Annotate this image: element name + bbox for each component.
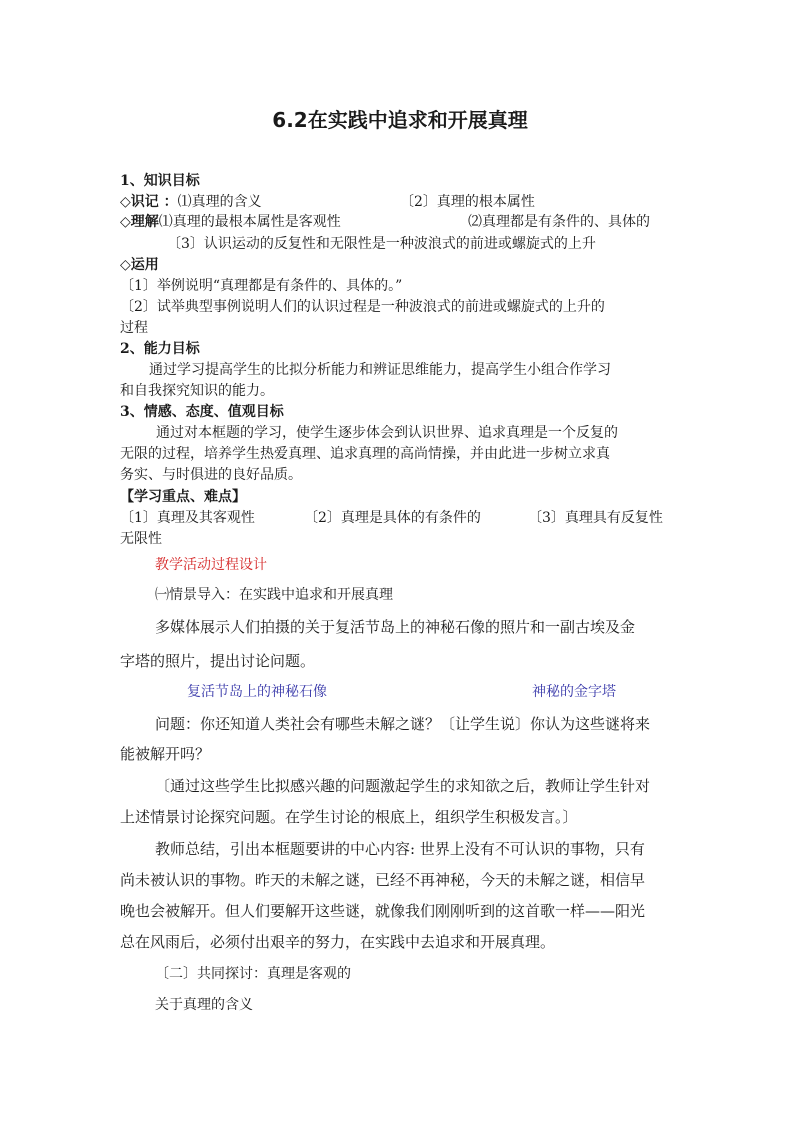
key-point-2: 〔2〕真理是具体的有条件的	[304, 510, 481, 526]
paragraph-1-line-1: 多媒体展示人们拍摄的关于复活节岛上的神秘石像的照片和一副古埃及金	[155, 618, 636, 636]
paragraph-2-line-1: 〔通过这些学生比拟感兴趣的问题激起学生的求知欲之后，教师让学生针对	[155, 777, 651, 795]
key-points-heading: 【学习重点、难点】	[120, 489, 246, 505]
apply-item-1: 〔1〕举例说明“真理都是有条件的、具体的。”	[120, 278, 403, 294]
ability-line-1: 通过学习提高学生的比拟分析能力和辨证思维能力，提高学生小组合作学习	[149, 362, 611, 378]
memo-item-1: ⑴真理的含义	[177, 194, 262, 210]
memo-item-2: 〔2〕真理的根本属性	[400, 194, 535, 210]
page-title: 6.2在实践中追求和开展真理	[272, 108, 528, 132]
understand-row	[120, 211, 341, 233]
apply-label: ◇运用	[120, 257, 159, 273]
understand-item-1: ⑴真理的最根本属性是客观性	[158, 214, 341, 230]
paragraph-2-line-2: 上述情景讨论探究问题。在学生讨论的根底上，组织学生积极发言。〕	[120, 808, 578, 826]
paragraph-1-line-2: 字塔的照片，提出讨论问题。	[120, 652, 316, 670]
emotion-line-1: 通过对本框题的学习，使学生逐步体会到认识世界、追求真理是一个反复的	[156, 425, 618, 441]
key-point-3-continued: 无限性	[120, 531, 162, 547]
caption-easter-island: 复活节岛上的神秘石像	[187, 684, 327, 700]
memo-label: ◇识记 ：	[120, 194, 178, 210]
section-2-title: 〔二〕共同探讨：真理是客观的	[155, 966, 351, 982]
memo-row	[120, 191, 262, 213]
emotion-line-2: 无限的过程，培养学生热爱真理、追求真理的高尚情操，并由此进一步树立求真	[120, 446, 610, 462]
question-line-1: 问题：你还知道人类社会有哪些未解之谜？〔让学生说〕你认为这些谜将来	[155, 715, 651, 733]
section-1-title: ㈠情景导入：在实践中追求和开展真理	[155, 587, 393, 603]
key-point-3: 〔3〕真理具有反复性	[528, 510, 663, 526]
section-heading-knowledge: 1、知识目标	[120, 173, 200, 189]
caption-pyramid: 神秘的金字塔	[532, 684, 616, 700]
section-heading-emotion: 3、情感、态度、值观目标	[120, 404, 284, 420]
ability-line-2: 和自我探究知识的能力。	[120, 383, 274, 399]
apply-item-2-line-2: 过程	[120, 320, 148, 336]
paragraph-3-line-1: 教师总结，引出本框题要讲的中心内容: 世界上没有不可认识的事物，只有	[155, 840, 645, 858]
question-line-2: 能被解开吗？	[120, 745, 211, 763]
design-heading: 教学活动过程设计	[155, 557, 267, 573]
section-2-subtitle: 关于真理的含义	[155, 997, 253, 1013]
key-point-1: 〔1〕真理及其客观性	[120, 510, 255, 526]
apply-item-2-line-1: 〔2〕试举典型事例说明人们的认识过程是一种波浪式的前进或螺旋式的上升的	[120, 299, 605, 315]
paragraph-3-line-4: 总在风雨后，必须付出艰辛的努力，在实践中去追求和开展真理。	[120, 933, 556, 951]
paragraph-3-line-3: 晚也会被解开。但人们要解开这些谜，就像我们刚刚听到的这首歌一样——阳光	[120, 902, 646, 920]
understand-item-2: ⑵真理都是有条件的、具体的	[468, 214, 650, 230]
understand-item-3: 〔3〕认识运动的反复性和无限性是一种波浪式的前进或螺旋式的上升	[167, 236, 596, 252]
understand-label: ◇理解	[120, 214, 159, 230]
paragraph-3-line-2: 尚未被认识的事物。昨天的未解之谜，已经不再神秘，今天的未解之谜，相信早	[120, 871, 646, 889]
section-heading-ability: 2、能力目标	[120, 341, 200, 357]
emotion-line-3: 务实、与时俱进的良好品质。	[120, 467, 302, 483]
